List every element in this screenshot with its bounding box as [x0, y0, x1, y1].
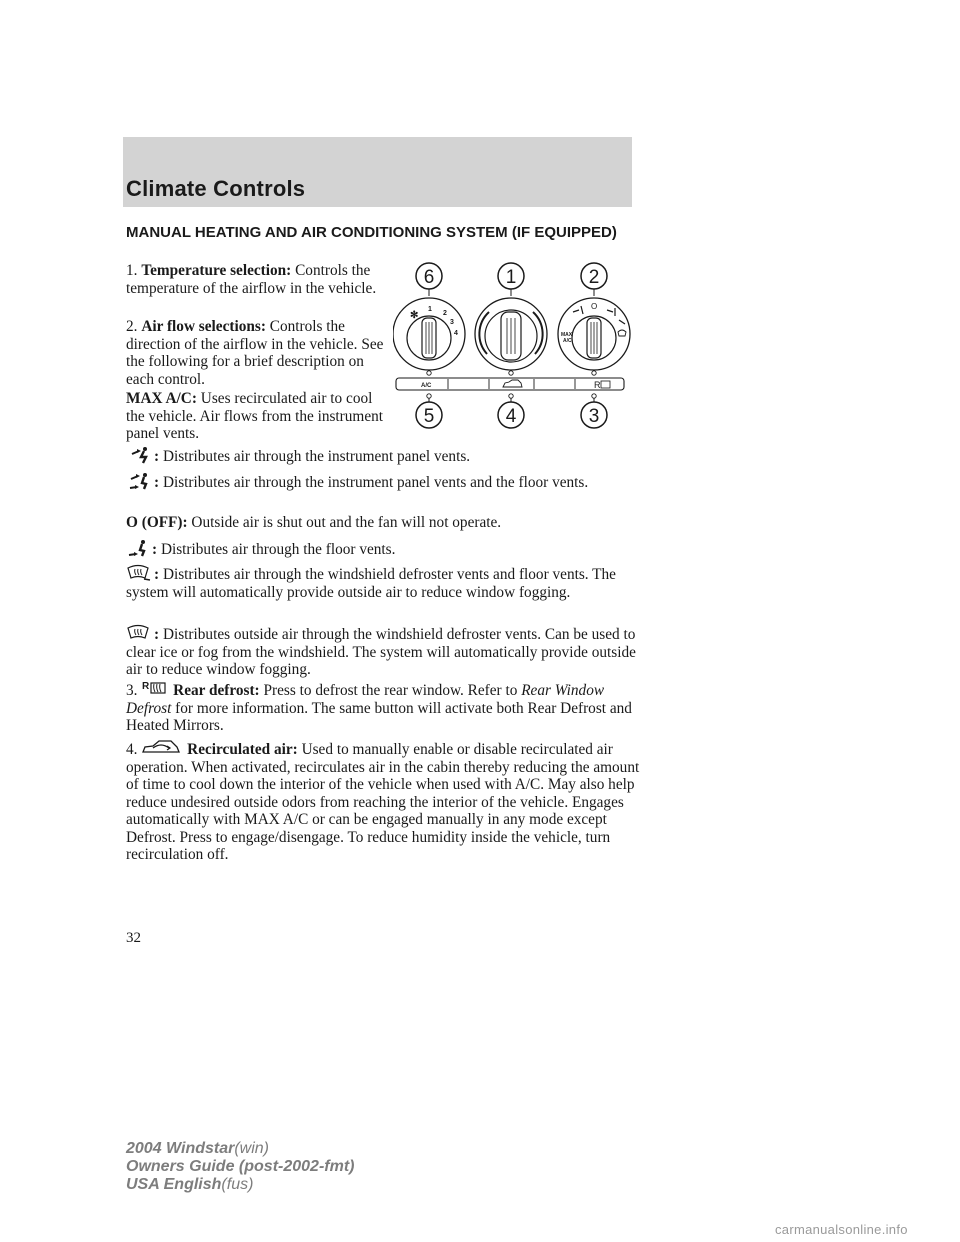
callout-2 — [581, 263, 607, 289]
item-label: MAX A/C: — [126, 390, 197, 407]
item-text: Controls the temperature of the airflow in the vehicle. — [126, 262, 377, 297]
rear-defrost-icon — [141, 680, 167, 698]
item-label: : — [154, 626, 160, 643]
callout-1 — [498, 263, 524, 289]
item-label: O (OFF): — [126, 514, 188, 531]
item-off-mode — [126, 514, 641, 532]
svg-text:6: 6 — [423, 267, 435, 288]
cross-reference-link: Rear Window Defrost — [126, 682, 605, 717]
item-defrost-mode — [126, 624, 641, 679]
svg-text:✻: ✻ — [410, 310, 419, 321]
item-text: Distributes outside air through the windshield defroster vents. Can be used to clear ice or fog from the windshield. The system will automatically provide outside air to reduce window fogging. — [126, 626, 636, 678]
svg-text:4: 4 — [454, 330, 458, 337]
item-rear-defrost — [126, 680, 641, 735]
item-number: 4. — [126, 741, 138, 758]
rear-defrost-r-glyph: R — [142, 681, 150, 692]
callout-3 — [581, 402, 607, 428]
item-label: Recirculated air: — [187, 741, 298, 758]
callout-5 — [416, 402, 442, 428]
svg-text:A/C: A/C — [421, 383, 432, 389]
item-floor-mode — [126, 539, 641, 559]
item-text: Press to defrost the rear window. Refer to — [263, 682, 522, 699]
svg-text:R: R — [594, 380, 601, 390]
item-label: Rear defrost: — [173, 682, 260, 699]
item-defrost-floor-mode — [126, 564, 641, 601]
item-airflow — [126, 318, 386, 388]
floor-vent-mode-icon — [126, 539, 150, 557]
item-text: Distributes air through the instrument panel vents and the floor vents. — [162, 474, 589, 491]
item-text: Distributes air through the floor vents. — [160, 541, 396, 558]
airflow-mode-knob[interactable] — [558, 298, 630, 370]
item-panel-mode — [126, 446, 641, 466]
item-text: Uses recirculated air to cool the vehicle. Air flows from the instrument panel vents. — [126, 390, 384, 442]
svg-text:O: O — [591, 302, 598, 311]
recirculation-car-icon — [141, 739, 181, 757]
fan-speed-knob[interactable] — [393, 298, 465, 370]
item-text: Outside air is shut out and the fan will not operate. — [191, 514, 502, 531]
svg-text:5: 5 — [423, 406, 435, 427]
callout-6 — [416, 263, 442, 289]
footer-model-code: (win) — [234, 1140, 270, 1157]
item-number: 1. — [126, 262, 138, 279]
svg-text:3: 3 — [588, 406, 600, 427]
item-panel-floor-mode — [126, 472, 641, 492]
panel-floor-vent-mode-icon — [126, 472, 152, 490]
svg-text:MAX: MAX — [561, 332, 573, 338]
svg-text:1: 1 — [428, 306, 432, 313]
svg-text:1: 1 — [505, 267, 517, 288]
temperature-knob[interactable] — [475, 298, 547, 370]
windshield-defrost-icon — [126, 624, 152, 642]
item-label: : — [154, 566, 160, 583]
item-text: Distributes air through the instrument panel vents. — [162, 448, 471, 465]
item-label: : — [154, 474, 160, 491]
item-recirculated-air — [126, 739, 641, 864]
item-label: Air flow selections: — [141, 318, 266, 335]
svg-text:2: 2 — [588, 267, 600, 288]
panel-vent-mode-icon — [126, 446, 152, 464]
svg-text:3: 3 — [450, 319, 454, 326]
item-text: Used to manually enable or disable recirculated air operation. When activated, recirculates air in the cabin thereby reducing the amount of time to cool down the interior of the vehicle when used with A/C. May also help reduce undesired outside odors from reaching the interior of the vehicle. Engages automatically with MAX A/C or can be engaged manually in any mode except Defrost. Press to engage/disengage. To reduce humidity inside the vehicle, turn recirculation off. — [126, 741, 640, 863]
ac-button[interactable] — [421, 383, 432, 389]
svg-text:4: 4 — [505, 406, 517, 427]
item-text-cont: for more information. The same button will activate both Rear Defrost and Heated Mirrors. — [126, 699, 632, 734]
section-title: Climate Controls — [126, 176, 306, 201]
item-number: 2. — [126, 318, 138, 335]
page-heading: MANUAL HEATING AND AIR CONDITIONING SYSTEM (IF EQUIPPED) — [126, 224, 617, 241]
item-label: : — [154, 448, 160, 465]
item-label: : — [152, 541, 158, 558]
item-text: Distributes air through the windshield defroster vents and floor vents. The system will automatically provide outside air to reduce window fogging. — [126, 566, 616, 601]
page-number: 32 — [126, 930, 141, 946]
svg-text:2: 2 — [443, 310, 447, 317]
defrost-floor-mode-icon — [126, 564, 152, 582]
item-label: Temperature selection: — [141, 262, 292, 279]
item-number: 3. — [126, 682, 138, 699]
item-max-ac — [126, 390, 386, 443]
svg-text:A/C: A/C — [563, 338, 572, 344]
climate-control-panel-diagram — [393, 262, 633, 432]
document-footer — [126, 1140, 354, 1194]
footer-model: 2004 Windstar — [126, 1140, 235, 1157]
footer-language: USA English — [126, 1176, 222, 1193]
item-text: Controls the direction of the airflow in the vehicle. See the following for a brief description on each control. — [126, 318, 384, 388]
site-watermark: carmanualsonline.info — [775, 1222, 908, 1237]
footer-language-code: (fus) — [221, 1176, 254, 1193]
footer-guide: Owners Guide (post-2002-fmt) — [126, 1158, 355, 1175]
callout-4 — [498, 402, 524, 428]
item-temperature — [126, 262, 386, 297]
